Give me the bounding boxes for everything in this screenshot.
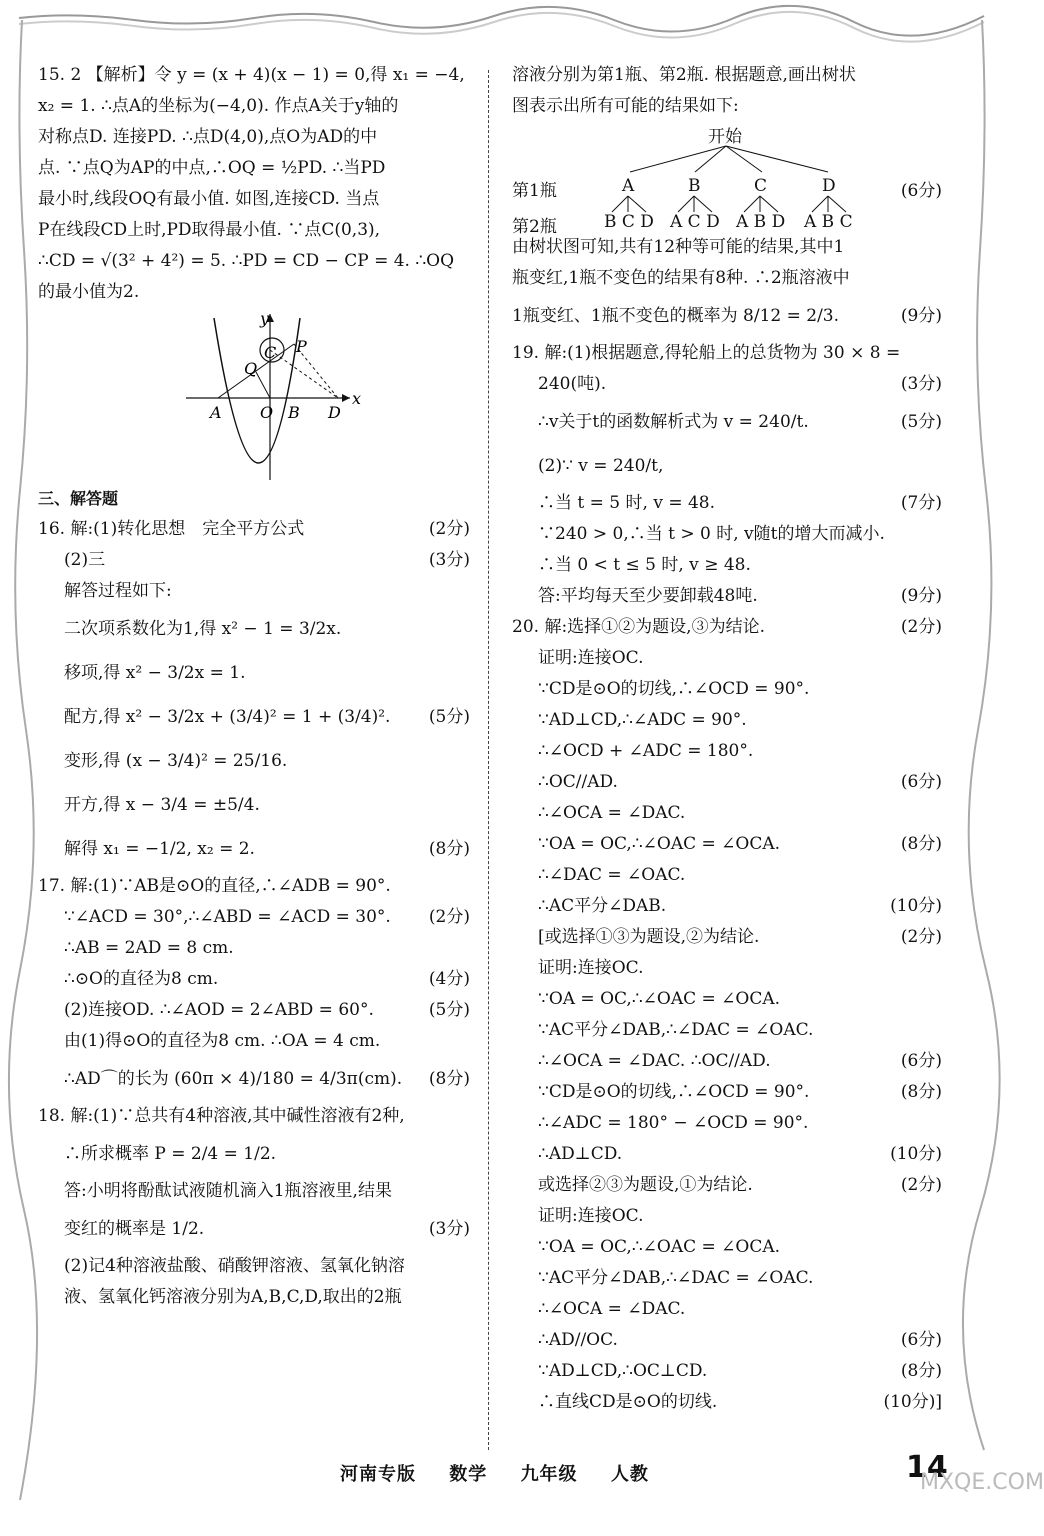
text-line: 对称点D. 连接PD. ∴点D(4,0),点O为AD的中: [38, 127, 378, 147]
answer-text: ∴AB = 2AD = 8 cm.: [64, 938, 234, 958]
answer-text: 1瓶变红、1瓶不变色的概率为 8/12 = 2/3.: [512, 306, 840, 326]
answer-text: 20. 解:选择①②为题设,③为结论.: [512, 617, 765, 637]
question-18: [38, 1101, 470, 1313]
answer-line: [38, 933, 470, 964]
score-mark: (10分)]: [883, 1392, 942, 1412]
answer-text: ∴当 t = 5 时, v = 48.: [538, 493, 716, 513]
fig-label-c: C: [264, 343, 277, 362]
footer-edition: 人教: [610, 1464, 649, 1485]
answer-line: [512, 829, 942, 860]
answer-text: ∴∠DAC = ∠OAC.: [538, 865, 686, 885]
answer-line: [512, 550, 942, 581]
answer-text: 瓶变红,1瓶不变色的结果有8种. ∴2瓶溶液中: [512, 268, 850, 288]
fig-label-x: x: [352, 389, 362, 408]
answer-text: (2)∵ v = 240/t,: [538, 456, 664, 476]
answer-line: [38, 783, 470, 827]
tree-row2-label: 第2瓶: [512, 217, 557, 237]
text-line: 最小时,线段OQ有最小值. 如图,连接CD. 当点: [38, 189, 380, 209]
answer-line: [512, 674, 942, 705]
answer-line: [512, 953, 942, 984]
tree-leaves: A C D: [670, 212, 720, 232]
answer-text: ∵AD⊥CD,∴OC⊥CD.: [538, 1361, 708, 1381]
answer-text: 240(吨).: [538, 374, 607, 394]
right-column: [512, 60, 942, 1418]
answer-line: [38, 739, 470, 783]
answer-text: ∴AD⌒的长为 (60π × 4)/180 = 4/3π(cm).: [64, 1069, 403, 1089]
answer-text: 或选择②③为题设,①为结论.: [538, 1175, 753, 1195]
score-mark: (6分): [900, 1051, 942, 1071]
answer-text: [或选择①③为题设,②为结论.: [538, 927, 760, 947]
answer-line: [38, 695, 470, 739]
answer-line: [512, 1108, 942, 1139]
answer-line: [38, 514, 470, 545]
score-mark: (5分): [900, 412, 942, 432]
answer-text: ∵OA = OC,∴∠OAC = ∠OCA.: [538, 834, 781, 854]
answer-line: [38, 964, 470, 995]
answer-line: [38, 1207, 470, 1251]
answer-text: ∴v关于t的函数解析式为 v = 240/t.: [538, 412, 809, 432]
answer-line: [512, 232, 942, 263]
answer-line: [512, 338, 942, 369]
score-mark: (3分): [428, 550, 470, 570]
score-mark: (10分): [890, 1144, 942, 1164]
answer-line: [38, 827, 470, 871]
answer-line: [512, 736, 942, 767]
question-19: [512, 338, 942, 612]
answer-text: 解得 x₁ = −1/2, x₂ = 2.: [64, 839, 255, 859]
answer-line: [512, 1170, 942, 1201]
answer-line: [512, 1387, 942, 1418]
answer-text: ∴AD⊥CD.: [538, 1144, 623, 1164]
answer-text: (2)三: [64, 550, 106, 570]
answer-line: [38, 651, 470, 695]
answer-text: ∴∠OCA = ∠DAC. ∴OC//AD.: [538, 1051, 771, 1071]
tree-leaves: A B D: [736, 212, 786, 232]
answer-line: [38, 576, 470, 607]
question-20: [512, 612, 942, 1418]
answer-line: [512, 1263, 942, 1294]
text-line: P在线段CD上时,PD取得最小值. ∵点C(0,3),: [38, 220, 381, 240]
answer-line: [38, 1101, 470, 1132]
text-line: ∴CD = √(3² + 4²) = 5. ∴PD = CD − CP = 4. ∴OQ: [38, 251, 455, 271]
answer-text: 配方,得 x² − 3/2x + (3/4)² = 1 + (3/4)².: [64, 707, 391, 727]
score-mark: (2分): [900, 1175, 942, 1195]
answer-line: [38, 871, 470, 902]
answer-text: 变红的概率是 1/2.: [64, 1219, 205, 1239]
fig-label-a: A: [210, 403, 222, 422]
answer-line: [512, 860, 942, 891]
answer-text: 解答过程如下:: [64, 581, 172, 601]
question-15: [38, 60, 470, 308]
score-mark: (6分): [900, 1330, 942, 1350]
score-mark: (2分): [900, 927, 942, 947]
score-mark: (2分): [428, 519, 470, 539]
answer-text: 18. 解:(1)∵总共有4种溶液,其中碱性溶液有2种,: [38, 1106, 405, 1126]
footer-region: 河南专版: [340, 1464, 416, 1485]
answer-text: ∴⊙O的直径为8 cm.: [64, 969, 219, 989]
answer-text: ∵AC平分∠DAB,∴∠DAC = ∠OAC.: [538, 1020, 814, 1040]
answer-text: ∵CD是⊙O的切线,∴∠OCD = 90°.: [538, 1082, 810, 1102]
fig-label-y: y: [260, 309, 270, 328]
answer-text: ∴∠OCA = ∠DAC.: [538, 803, 686, 823]
answer-line: [512, 1139, 942, 1170]
tree-leaves: B C D: [604, 212, 654, 232]
footer-grade: 九年级: [520, 1464, 578, 1485]
score-mark: (3分): [428, 1219, 470, 1239]
answer-line: [512, 1294, 942, 1325]
fig-label-p: P: [296, 337, 307, 356]
score-mark: (9分): [900, 306, 942, 326]
question-16: [38, 514, 470, 871]
answer-line: [512, 643, 942, 674]
answer-line: [512, 581, 942, 612]
score-mark: (10分): [890, 896, 942, 916]
parabola-figure: [38, 308, 470, 483]
page-number: 14: [906, 1450, 948, 1485]
answer-line: [512, 767, 942, 798]
answer-text: ∵240 > 0,∴当 t > 0 时, v随t的增大而减小.: [538, 524, 885, 544]
answer-text: 由树状图可知,共有12种等可能的结果,其中1: [512, 237, 845, 257]
answer-text: ∵OA = OC,∴∠OAC = ∠OCA.: [538, 1237, 781, 1257]
answer-text: ∴当 0 < t ≤ 5 时, v ≥ 48.: [538, 555, 751, 575]
answer-line: [38, 545, 470, 576]
left-column: [38, 60, 470, 1313]
answer-text: ∴∠OCA = ∠DAC.: [538, 1299, 686, 1319]
tree-node: D: [822, 176, 836, 196]
answer-text: 答:小明将酚酞试液随机滴入1瓶溶液里,结果: [64, 1181, 392, 1201]
answer-text: ∴直线CD是⊙O的切线.: [538, 1392, 718, 1412]
section-heading: 三、解答题: [38, 489, 119, 508]
tree-start: 开始: [708, 127, 742, 147]
answer-text: 变形,得 (x − 3/4)² = 25/16.: [64, 751, 288, 771]
answer-text: 开方,得 x − 3/4 = ±5/4.: [64, 795, 260, 815]
answer-line: [512, 612, 942, 643]
tree-node: A: [622, 176, 635, 196]
answer-text: 答:平均每天至少要卸载48吨.: [538, 586, 758, 606]
answer-line: [512, 263, 942, 294]
answer-text: ∴∠ADC = 180° − ∠OCD = 90°.: [538, 1113, 809, 1133]
text-line: 溶液分别为第1瓶、第2瓶. 根据题意,画出树状: [512, 65, 856, 85]
footer: [340, 1460, 675, 1486]
answer-line: [38, 902, 470, 933]
score-mark: (5分): [428, 707, 470, 727]
tree-diagram: [512, 122, 942, 237]
question-17: [38, 871, 470, 1101]
answer-text: 证明:连接OC.: [538, 1206, 644, 1226]
answer-line: [512, 488, 942, 519]
text-line: x₂ = 1. ∴点A的坐标为(−4,0). 作点A关于y轴的: [38, 96, 399, 116]
answer-text: ∵AC平分∠DAB,∴∠DAC = ∠OAC.: [538, 1268, 814, 1288]
score-mark: (5分): [428, 1000, 470, 1020]
text-line: 15. 2 【解析】令 y = (x + 4)(x − 1) = 0,得 x₁ = −4,: [38, 65, 465, 85]
answer-text: ∵OA = OC,∴∠OAC = ∠OCA.: [538, 989, 781, 1009]
score-mark: (8分): [428, 1069, 470, 1089]
answer-text: ∴OC//AD.: [538, 772, 618, 792]
score-mark: (6分): [900, 772, 942, 792]
answer-line: [38, 1251, 470, 1282]
tree-row1-label: 第1瓶: [512, 181, 557, 201]
answer-text: 证明:连接OC.: [538, 958, 644, 978]
answer-line: [512, 891, 942, 922]
fig-label-d: D: [328, 403, 341, 422]
text-line: 图表示出所有可能的结果如下:: [512, 96, 739, 116]
answer-line: [512, 922, 942, 953]
score-mark: (8分): [900, 1361, 942, 1381]
answer-line: [38, 1057, 470, 1101]
answer-text: 16. 解:(1)转化思想 完全平方公式: [38, 519, 305, 539]
answer-text: ∴AD//OC.: [538, 1330, 618, 1350]
answer-line: [512, 1201, 942, 1232]
answer-line: [38, 1132, 470, 1176]
answer-line: [38, 995, 470, 1026]
fig-label-b: B: [288, 403, 300, 422]
text-line: 点. ∵点Q为AP的中点,∴OQ = ½PD. ∴当PD: [38, 158, 386, 178]
score-mark: (8分): [900, 834, 942, 854]
watermark: MXQE.COM: [920, 1470, 1044, 1495]
answer-text: 液、氢氧化钙溶液分别为A,B,C,D,取出的2瓶: [64, 1287, 402, 1307]
answer-line: [512, 1077, 942, 1108]
fig-label-q: Q: [244, 359, 258, 378]
answer-line: [38, 1026, 470, 1057]
score-mark: (2分): [428, 907, 470, 927]
answer-text: ∵AD⊥CD,∴∠ADC = 90°.: [538, 710, 747, 730]
score-mark: (6分): [900, 181, 942, 201]
text-line: 的最小值为2.: [38, 282, 140, 302]
question-18-conclusion: [512, 232, 942, 338]
answer-line: [512, 705, 942, 736]
column-divider: [488, 70, 489, 1450]
answer-line: [512, 400, 942, 444]
answer-text: 19. 解:(1)根据题意,得轮船上的总货物为 30 × 8 =: [512, 343, 901, 363]
answer-line: [512, 1015, 942, 1046]
score-mark: (7分): [900, 493, 942, 513]
answer-text: 由(1)得⊙O的直径为8 cm. ∴OA = 4 cm.: [64, 1031, 381, 1051]
fig-label-o: O: [260, 403, 274, 422]
score-mark: (3分): [900, 374, 942, 394]
answer-line: [512, 1325, 942, 1356]
answer-text: (2)记4种溶液盐酸、硝酸钾溶液、氢氧化钠溶: [64, 1256, 405, 1276]
answer-line: [38, 1176, 470, 1207]
answer-line: [512, 444, 942, 488]
answer-line: [512, 1046, 942, 1077]
footer-subject: 数学: [449, 1464, 488, 1485]
question-18-continued: [512, 60, 942, 122]
answer-line: [38, 1282, 470, 1313]
answer-line: [512, 519, 942, 550]
answer-line: [512, 1232, 942, 1263]
tree-node: B: [688, 176, 701, 196]
answer-line: [512, 294, 942, 338]
answer-text: 移项,得 x² − 3/2x = 1.: [64, 663, 246, 683]
answer-line: [512, 1356, 942, 1387]
answer-text: (2)连接OD. ∴∠AOD = 2∠ABD = 60°.: [64, 1000, 374, 1020]
answer-text: 17. 解:(1)∵AB是⊙O的直径,∴∠ADB = 90°.: [38, 876, 391, 896]
answer-text: ∵CD是⊙O的切线,∴∠OCD = 90°.: [538, 679, 810, 699]
answer-line: [512, 798, 942, 829]
answer-line: [512, 984, 942, 1015]
tree-leaves: A B C: [804, 212, 853, 232]
answer-line: [38, 607, 470, 651]
tree-node: C: [754, 176, 768, 196]
answer-text: ∴∠OCD + ∠ADC = 180°.: [538, 741, 754, 761]
score-mark: (8分): [428, 839, 470, 859]
answer-text: ∴AC平分∠DAB.: [538, 896, 667, 916]
answer-text: ∴所求概率 P = 2/4 = 1/2.: [64, 1144, 277, 1164]
answer-text: 证明:连接OC.: [538, 648, 644, 668]
score-mark: (2分): [900, 617, 942, 637]
answer-text: 二次项系数化为1,得 x² − 1 = 3/2x.: [64, 619, 342, 639]
score-mark: (8分): [900, 1082, 942, 1102]
score-mark: (4分): [428, 969, 470, 989]
answer-text: ∵∠ACD = 30°,∴∠ABD = ∠ACD = 30°.: [64, 907, 391, 927]
score-mark: (9分): [900, 586, 942, 606]
answer-line: [512, 369, 942, 400]
